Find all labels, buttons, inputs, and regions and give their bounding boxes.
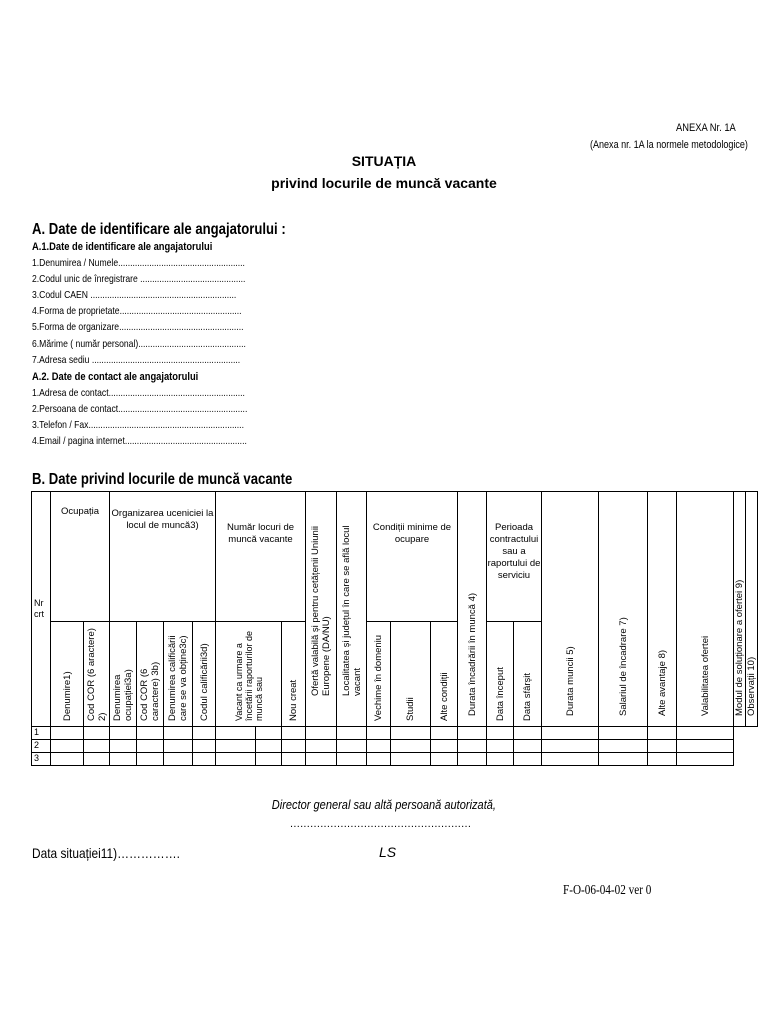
table-row (32, 753, 758, 766)
signature-line: ...................................................... (290, 818, 472, 830)
header-valabilitatea: Valabilitatea ofertei (677, 492, 734, 727)
field-line: 2.Persoana de contact...................................................... (32, 403, 248, 415)
subheader-cod-cor-3b: Cod COR (6 caractere) 3b) (137, 622, 164, 727)
field-line: 3.Codul CAEN ............................................................. (32, 289, 237, 301)
subheader-alte-conditii: Alte condiții (431, 622, 458, 727)
header-salariul: Salariul de încadrare 7) (599, 492, 648, 727)
header-conditii-minime: Condiții minime de ocupare (367, 492, 458, 622)
document-subtitle: privind locurile de muncă vacante (271, 175, 497, 191)
header-durata-incadrarii: Durata încadrării în muncă 4) (458, 492, 487, 727)
section-a-heading: A. Date de identificare ale angajatorului : (32, 221, 286, 238)
header-observatii: Observații 10) (746, 492, 758, 727)
field-line: 3.Telefon / Fax................................................................. (32, 419, 244, 431)
table-row (32, 740, 758, 753)
subheader-vacant: Vacant ca urmare a încetării raporturilor de muncă sau (216, 622, 282, 727)
field-line: 5.Forma de organizare.................................................... (32, 321, 244, 333)
header-modul-solutionare: Modul de soluționare a ofertei 9) (734, 492, 746, 727)
subheader-denumirea-ocupatiei: Denumirea ocupației3a) (110, 622, 137, 727)
row-number: 1 (32, 727, 51, 740)
row-number: 2 (32, 740, 51, 753)
header-localitatea: Localitatea și județul în care se află locul vacant (337, 492, 367, 727)
field-line: 4.Forma de proprietate................................................... (32, 305, 242, 317)
section-b-heading: B. Date privind locurile de muncă vacante (32, 471, 293, 488)
table-header-row (32, 492, 758, 622)
header-numar-locuri: Număr locuri de muncă vacante (216, 492, 306, 622)
subheader-vechime: Vechime în domeniu (367, 622, 391, 727)
field-line: 4.Email / pagina internet................................................... (32, 435, 247, 447)
row-number: 3 (32, 753, 51, 766)
table-row (32, 727, 758, 740)
document-title: SITUAȚIA (351, 153, 417, 169)
field-line: 1.Denumirea / Numele..................................................... (32, 257, 245, 269)
subheader-data-inceput: Data început (487, 622, 514, 727)
section-a1-heading: A.1.Date de identificare ale angajatorului (32, 241, 213, 253)
form-code: F-O-06-04-02 ver 0 (563, 883, 652, 898)
field-line: 6.Mărime ( număr personal)............................................. (32, 338, 246, 350)
header-alte-avantaje: Alte avantaje 8) (648, 492, 677, 727)
annex-number: ANEXA Nr. 1A (676, 122, 736, 134)
header-perioada-contractului: Perioada contractului sau a raportului de serviciu (487, 492, 542, 622)
annex-reference: (Anexa nr. 1A la normele metodologice) (590, 139, 748, 151)
subheader-nou-creat: Nou creat (282, 622, 306, 727)
date-label: Data situației11)……………. (32, 845, 180, 861)
subheader-data-sfarsit: Data sfârșit (514, 622, 542, 727)
stamp-ls: LS (379, 844, 397, 860)
signature-title: Director general sau altă persoană autorizată, (271, 797, 497, 812)
vacancies-table (31, 491, 758, 766)
field-line: 7.Adresa sediu .............................................................. (32, 354, 241, 366)
subheader-cod-cor: Cod COR (6 aractere) 2) (84, 622, 110, 727)
header-organizarea-uceniciei: Organizarea uceniciei la locul de muncă3) (110, 492, 216, 622)
subheader-denumire: Denumire1) (51, 622, 84, 727)
subheader-codul-calificarii: Codul calificării3d) (193, 622, 216, 727)
header-durata-muncii: Durata muncii 5) (542, 492, 599, 727)
header-nr-crt: Nr crt (32, 492, 51, 727)
header-ocupatia: Ocupația (51, 492, 110, 622)
header-oferta-ue: Ofertă valabilă și pentru cetățenii Uniunii Europene (DA/NU) (306, 492, 337, 727)
section-a2-heading: A.2. Date de contact ale angajatorului (32, 371, 199, 383)
field-line: 2.Codul unic de înregistrare ............................................ (32, 273, 246, 285)
subheader-studii: Studii (391, 622, 431, 727)
subheader-denumirea-calificarii: Denumirea calificării care se va obține3c) (164, 622, 193, 727)
field-line: 1.Adresa de contact......................................................... (32, 387, 245, 399)
